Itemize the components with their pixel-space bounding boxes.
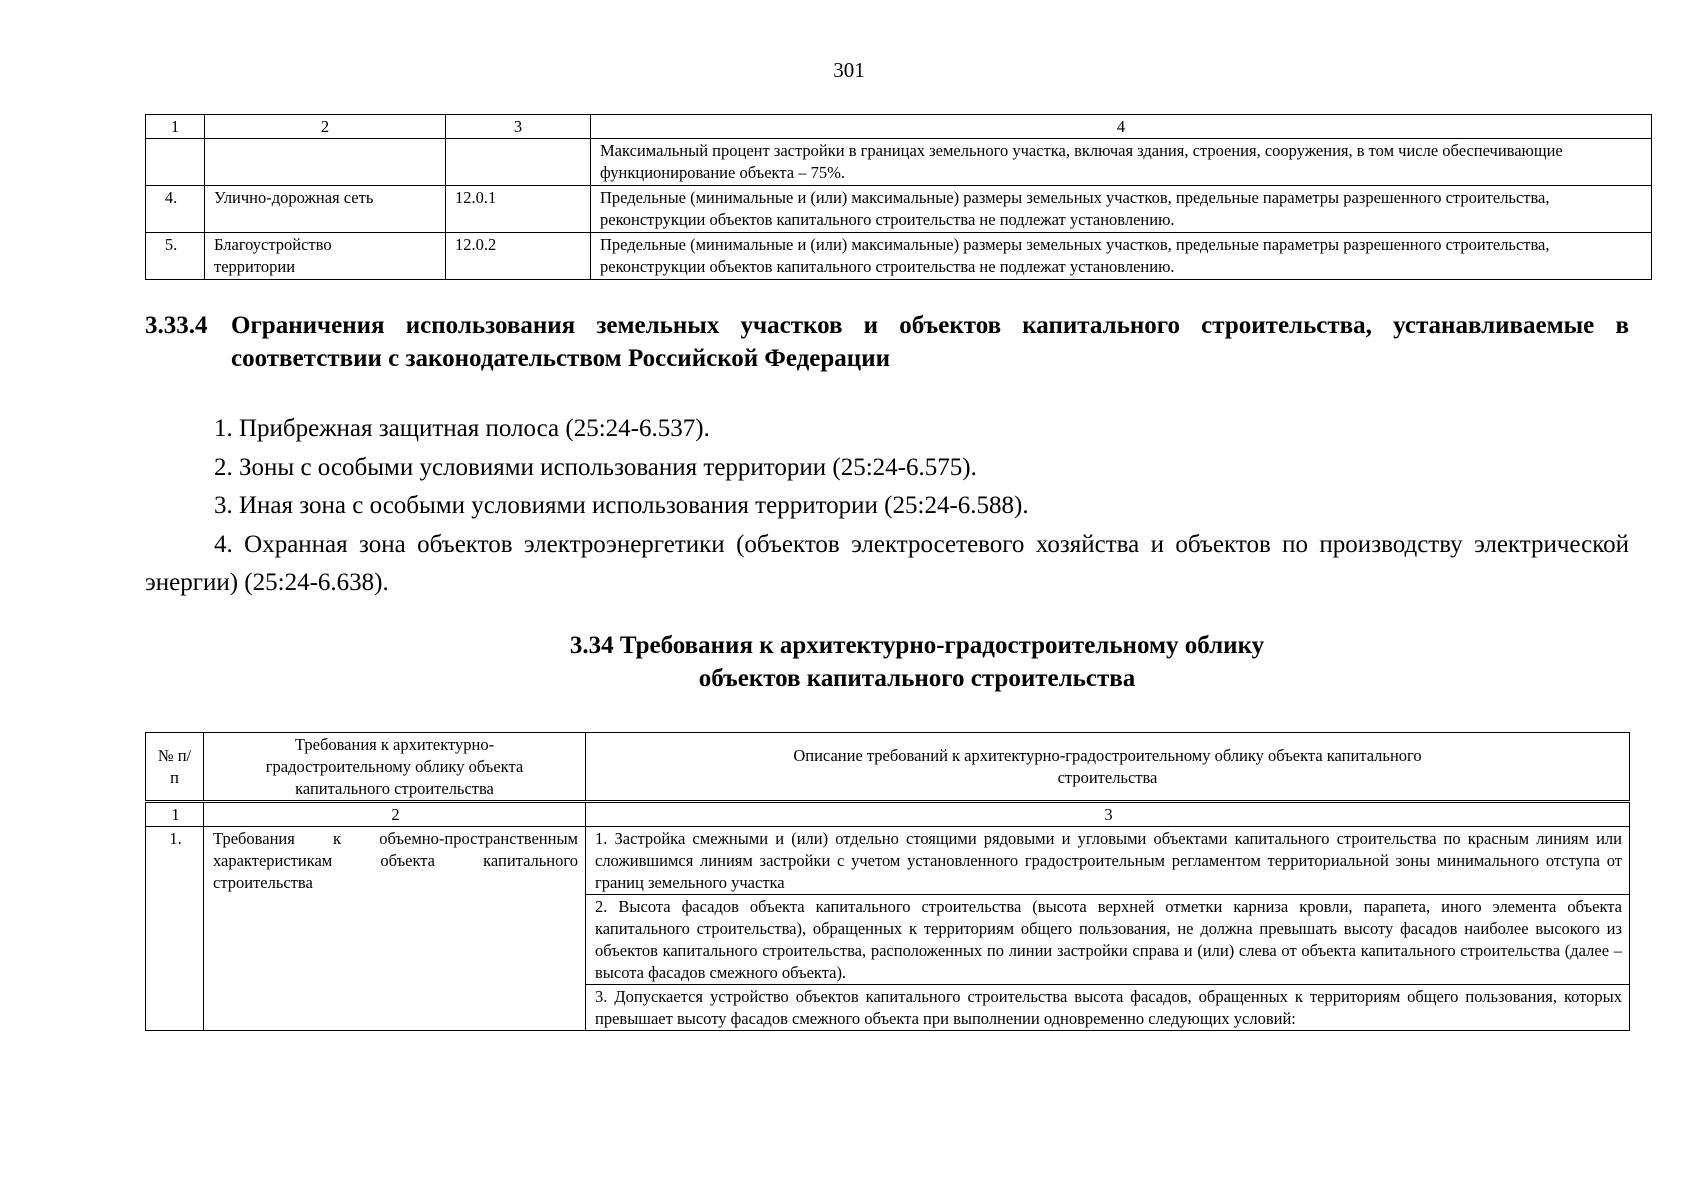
requirement-item: 2. Высота фасадов объекта капитального строительства (высота верхней отметки карниза кровли, парапета, иного элемента объекта капитального строительства), обращенных к территориям общего пользования, не должна превышать высоту фасадов наиболее высокого из объектов капитального строительства, расположенных по линии застройки справа и (или) слева от объекта капитального строительства (далее – высота фасадов смежного объекта). [586,895,1630,985]
parameters-text: Предельные (минимальные и (или) максимальные) размеры земельных участков, предельные параметры разрешенного строительства, реконструкции объектов капитального строительства не подлежат установлению. [591,233,1652,280]
use-type-code: 12.0.1 [446,186,591,233]
use-type-name [205,139,446,186]
list-item: 3. Иная зона с особыми условиями использования территории (25:24-6.588). [214,492,1029,519]
column-index: 3 [586,802,1630,827]
column-header-requirement: Требования к архитектурно-градостроительному облику объекта капитального строительства [204,733,586,802]
row-number: 1. [146,827,204,1031]
column-index: 2 [204,802,586,827]
column-header-number: № п/п [146,733,204,802]
table-row [146,233,1652,280]
page-number: 301 [833,58,865,82]
requirement-item: 1. Застройка смежными и (или) отдельно стоящими рядовыми и угловыми объектами капитального строительства по красным линиям или сложившимся линиям застройки с учетом установленного градостроительным регламентом территориальной зоны минимального отступа от границ земельного участка [586,827,1630,895]
row-number [146,139,205,186]
table-index-row [146,802,1630,827]
table-header-row [146,733,1630,802]
architectural-requirements-table [145,732,1630,1031]
table-header-row [146,115,1652,139]
zone-parameters-table [145,114,1652,280]
use-type-code: 12.0.2 [446,233,591,280]
column-index: 4 [591,115,1652,139]
list-item: 2. Зоны с особыми условиями использования территории (25:24-6.575). [214,453,977,481]
requirement-name: Требования к объемно-пространственным характеристикам объекта капитального строительства [204,827,586,1031]
column-header-description: Описание требований к архитектурно-градостроительному облику объекта капитального строительства [586,733,1630,802]
restrictions-list [145,410,1629,603]
column-index: 2 [205,115,446,139]
use-type-name: Благоустройство территории [205,233,446,280]
column-index: 3 [446,115,591,139]
section-title-line: 3.34 Требования к архитектурно-градостроительному облику [569,632,1265,659]
use-type-name: Улично-дорожная сеть [205,186,446,233]
row-number: 5. [146,233,205,280]
requirement-item: 3. Допускается устройство объектов капитального строительства высота фасадов, обращенных к территориям общего пользования, которых превышает высоту фасадов смежного объекта при выполнении одновременно следующих условий: [586,985,1630,1031]
column-index: 1 [146,802,204,827]
table-row [146,139,1652,186]
parameters-text: Максимальный процент застройки в границах земельного участка, включая здания, строения, сооружения, в том числе обеспечивающие функционирование объекта – 75%. [591,139,1652,186]
section-heading-3-34 [145,629,1629,695]
use-type-code [446,139,591,186]
section-heading-3-33-4 [145,309,1629,375]
table-row [146,827,1630,895]
section-number: 3.33.4 [145,312,208,339]
list-item: 1. Прибрежная защитная полоса (25:24-6.537). [214,415,710,442]
row-number: 4. [146,186,205,233]
section-title: Ограничения использования земельных участков и объектов капитального строительства, устанавливаемые в соответствии с законодательством Российской Федерации [231,312,1629,372]
parameters-text: Предельные (минимальные и (или) максимальные) размеры земельных участков, предельные параметры разрешенного строительства, реконструкции объектов капитального строительства не подлежат установлению. [591,186,1652,233]
section-title-line: объектов капитального строительства [698,665,1136,692]
list-item: 4. Охранная зона объектов электроэнергетики (объектов электросетевого хозяйства и объектов по производству электрической энергии) (25:24-6.638). [145,530,1629,596]
table-row [146,186,1652,233]
column-index: 1 [146,115,205,139]
